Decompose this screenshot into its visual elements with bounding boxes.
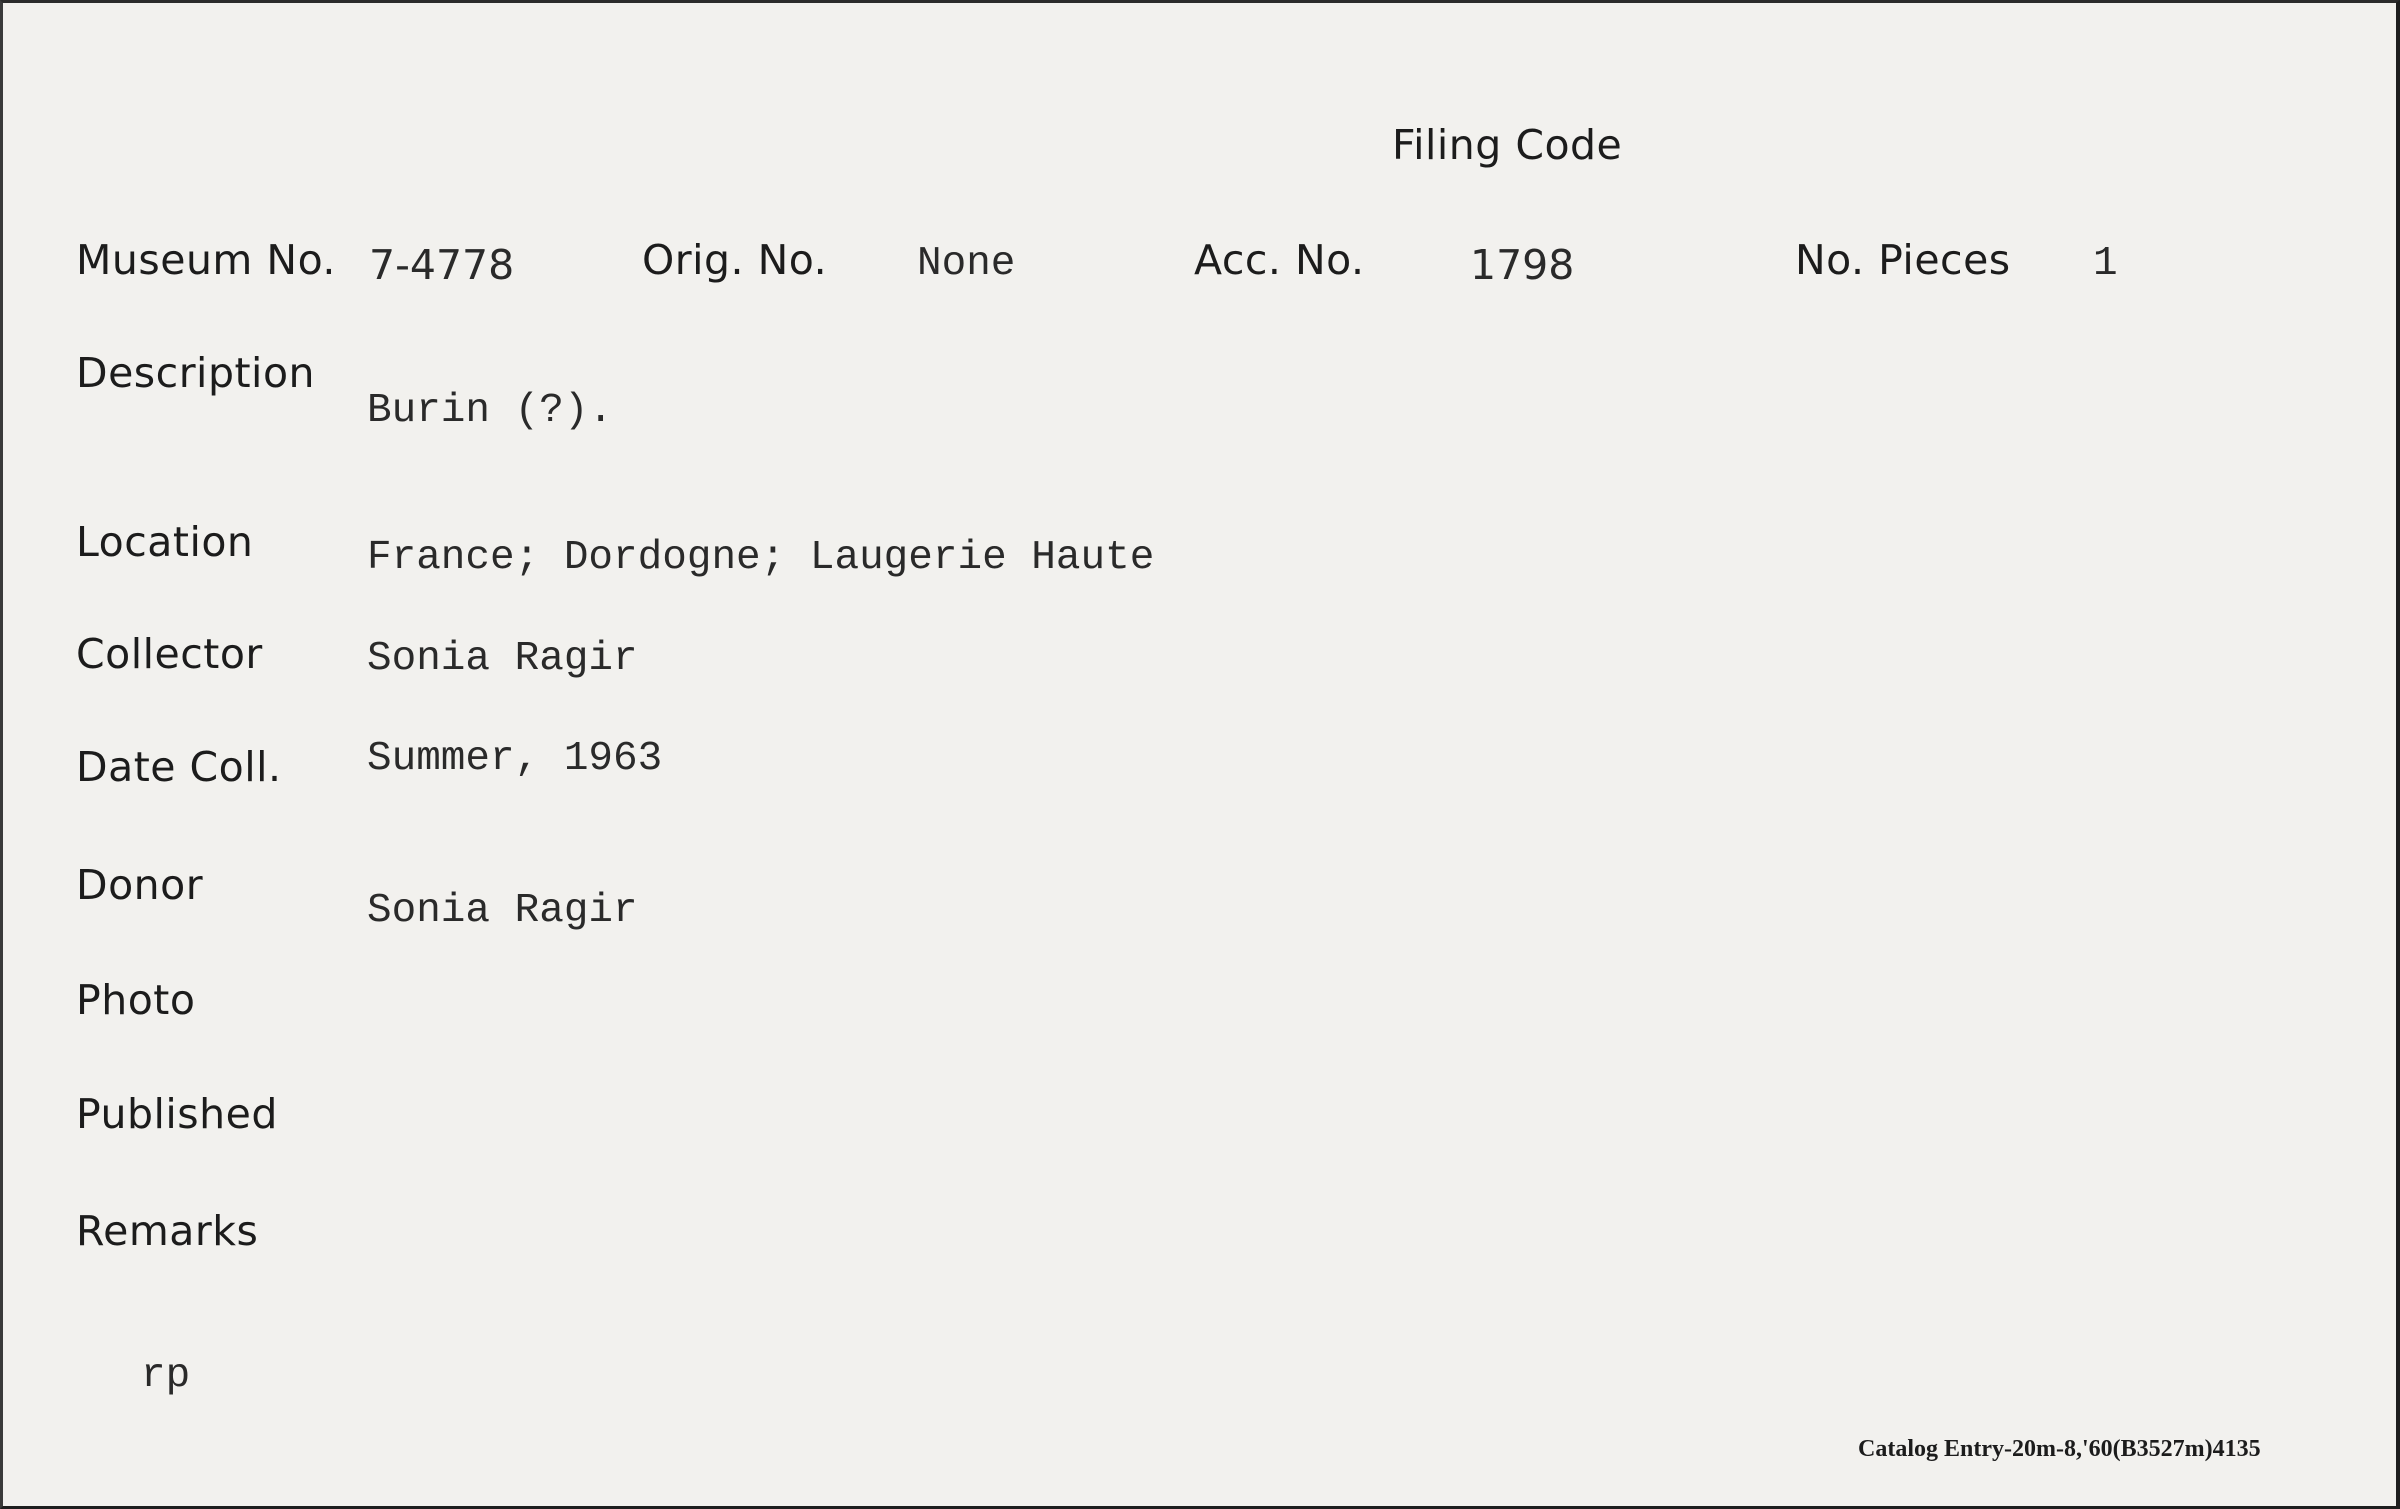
museum-no-label: Museum No. bbox=[76, 236, 336, 284]
donor-value: Sonia Ragir bbox=[367, 888, 638, 934]
location-label: Location bbox=[76, 518, 254, 566]
published-label: Published bbox=[76, 1090, 278, 1138]
museum-no-value: 7-4778 bbox=[369, 241, 515, 289]
no-pieces-value: 1 bbox=[2093, 241, 2118, 287]
no-pieces-label: No. Pieces bbox=[1795, 236, 2011, 284]
description-label: Description bbox=[76, 349, 316, 397]
date-coll-label: Date Coll. bbox=[76, 743, 282, 791]
acc-no-value: 1798 bbox=[1470, 241, 1575, 289]
orig-no-label: Orig. No. bbox=[642, 236, 828, 284]
photo-label: Photo bbox=[76, 976, 196, 1024]
description-value: Burin (?). bbox=[367, 388, 614, 434]
footer-imprint: Catalog Entry-20m-8,'60(B3527m)4135 bbox=[1858, 1436, 2261, 1462]
filing-code-label: Filing Code bbox=[1392, 121, 1623, 169]
orig-no-value: None bbox=[917, 241, 1016, 287]
location-value: France; Dordogne; Laugerie Haute bbox=[367, 535, 1155, 581]
donor-label: Donor bbox=[76, 861, 204, 909]
acc-no-label: Acc. No. bbox=[1194, 236, 1365, 284]
initials: rp bbox=[141, 1353, 191, 1399]
collector-label: Collector bbox=[76, 630, 263, 678]
date-coll-value: Summer, 1963 bbox=[367, 736, 663, 782]
collector-value: Sonia Ragir bbox=[367, 636, 638, 682]
remarks-label: Remarks bbox=[76, 1207, 259, 1255]
